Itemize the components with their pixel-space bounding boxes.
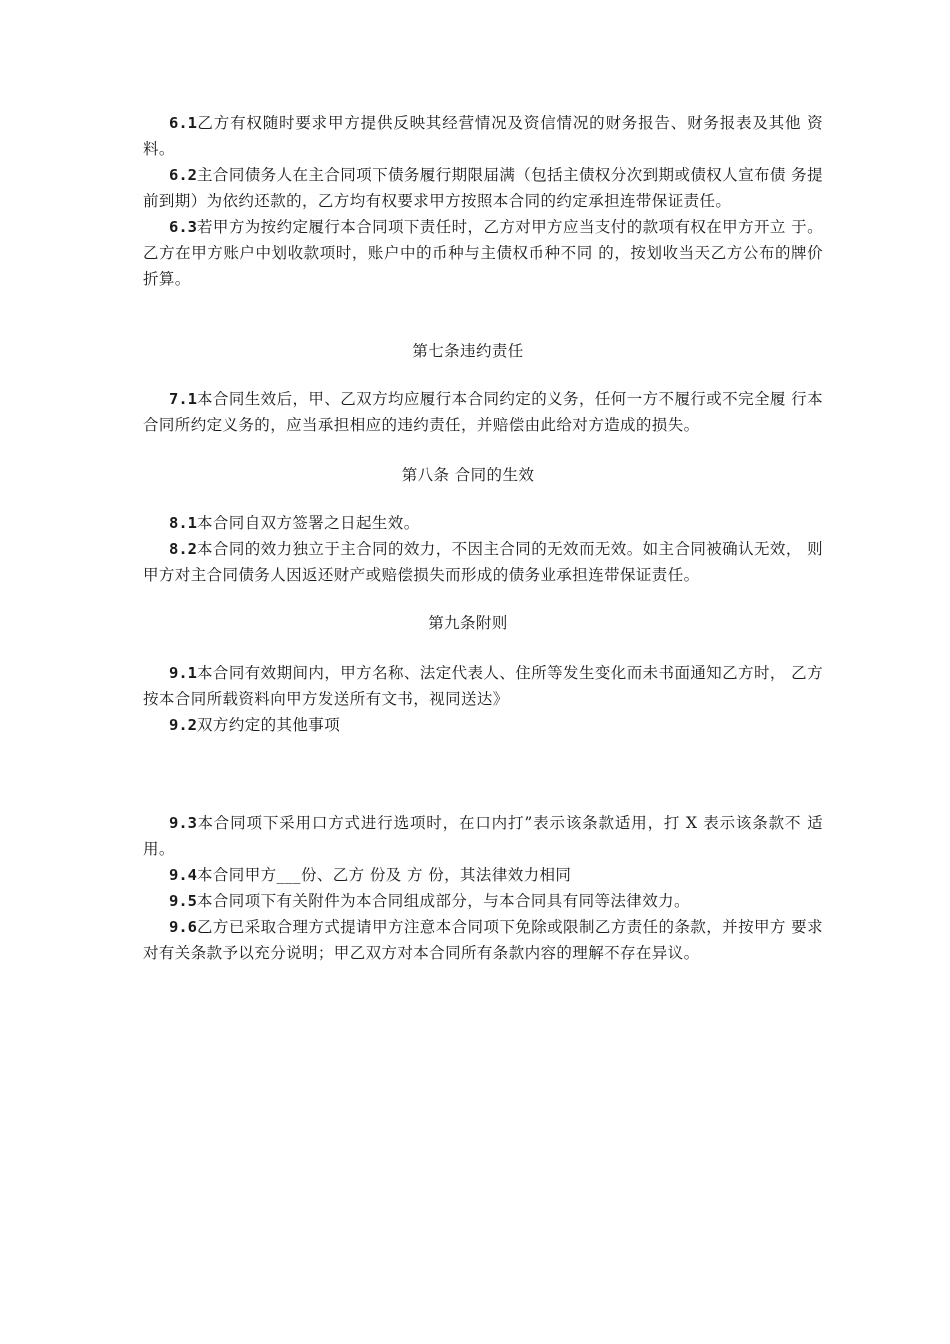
clause-8-1 <box>143 510 823 536</box>
clause-9-3 <box>143 810 823 862</box>
clause-number: 6.3 <box>169 218 197 236</box>
section7-title: 第七条违约责任 <box>412 342 524 360</box>
section8-block <box>143 510 823 588</box>
clause-text: 本合同自双方签署之日起生效。 <box>197 514 420 532</box>
clause-number: 8.1 <box>169 514 197 532</box>
section7-block <box>143 386 823 438</box>
clause-8-2 <box>143 536 823 588</box>
clause-number: 8.2 <box>169 540 197 558</box>
clause-9-5 <box>143 888 823 914</box>
clause-number: 9.3 <box>169 814 197 832</box>
clause-text: 本合同甲方___份、乙方 份及 方 份，其法律效力相同 <box>197 866 572 884</box>
clause-text: 双方约定的其他事项 <box>197 716 341 734</box>
clause-text: 主合同债务人在主合同项下债务履行期限届满（包括主债权分次到期或债权人宣布债 务提前到期）为依约还款的，乙方均有权要求甲方按照本合同的约定承担连带保证责任。 <box>143 166 823 210</box>
section9-block-bottom <box>143 810 823 966</box>
clause-number: 9.1 <box>169 664 197 682</box>
clause-number: 6.2 <box>169 166 197 184</box>
clause-text: 本合同的效力独立于主合同的效力，不因主合同的无效而无效。如主合同被确认无效， 则甲方对主合同债务人因返还财产或赔偿损失而形成的债务业承担连带保证责任。 <box>143 540 823 584</box>
clause-6-3 <box>143 214 823 292</box>
clause-text: 乙方有权随时要求甲方提供反映其经营情况及资信情况的财务报告、财务报表及其他 资料。 <box>143 114 823 158</box>
clause-text: 若甲方为按约定履行本合同项下责任时，乙方对甲方应当支付的款项有权在甲方开立 于。乙方在甲方账户中划收款项时，账户中的币种与主债权币种不同 的，按划收当天乙方公布的牌价折算。 <box>143 218 823 288</box>
clause-text: 本合同项下有关附件为本合同组成部分，与本合同具有同等法律效力。 <box>197 892 690 910</box>
clause-6-2 <box>143 162 823 214</box>
clause-number: 9.4 <box>169 866 197 884</box>
clause-number: 7.1 <box>169 390 197 408</box>
clause-text: 本合同生效后，甲、乙双方均应履行本合同约定的义务，任何一方不履行或不完全履 行本合同所约定义务的，应当承担相应的违约责任，并赔偿由此给对方造成的损失。 <box>143 390 823 434</box>
clause-text: 乙方已采取合理方式提请甲方注意本合同项下免除或限制乙方责任的条款，并按甲方 要求对有关条款予以充分说明；甲乙双方对本合同所有条款内容的理解不存在异议。 <box>143 918 823 962</box>
clause-number: 9.2 <box>169 716 197 734</box>
section9-block-top <box>143 660 823 738</box>
clause-number: 9.6 <box>169 918 197 936</box>
section9-title: 第九条附则 <box>428 614 508 632</box>
clause-text: 本合同项下采用口方式进行选项时，在口内打”表示该条款适用，打 X 表示该条款不 适用。 <box>143 814 823 858</box>
clause-9-1 <box>143 660 823 712</box>
clause-6-1 <box>143 110 823 162</box>
clause-7-1 <box>143 386 823 438</box>
clause-number: 6.1 <box>169 114 197 132</box>
clause-9-4 <box>143 862 823 888</box>
clause-number: 9.5 <box>169 892 197 910</box>
clause-9-6 <box>143 914 823 966</box>
clause-text: 本合同有效期间内，甲方名称、法定代表人、住所等发生变化而未书面通知乙方时， 乙方按本合同所载资料向甲方发送所有文书，视同送达》 <box>143 664 823 708</box>
section8-title: 第八条 合同的生效 <box>401 466 535 484</box>
clause-9-2 <box>143 712 823 738</box>
section6-block <box>143 110 823 292</box>
